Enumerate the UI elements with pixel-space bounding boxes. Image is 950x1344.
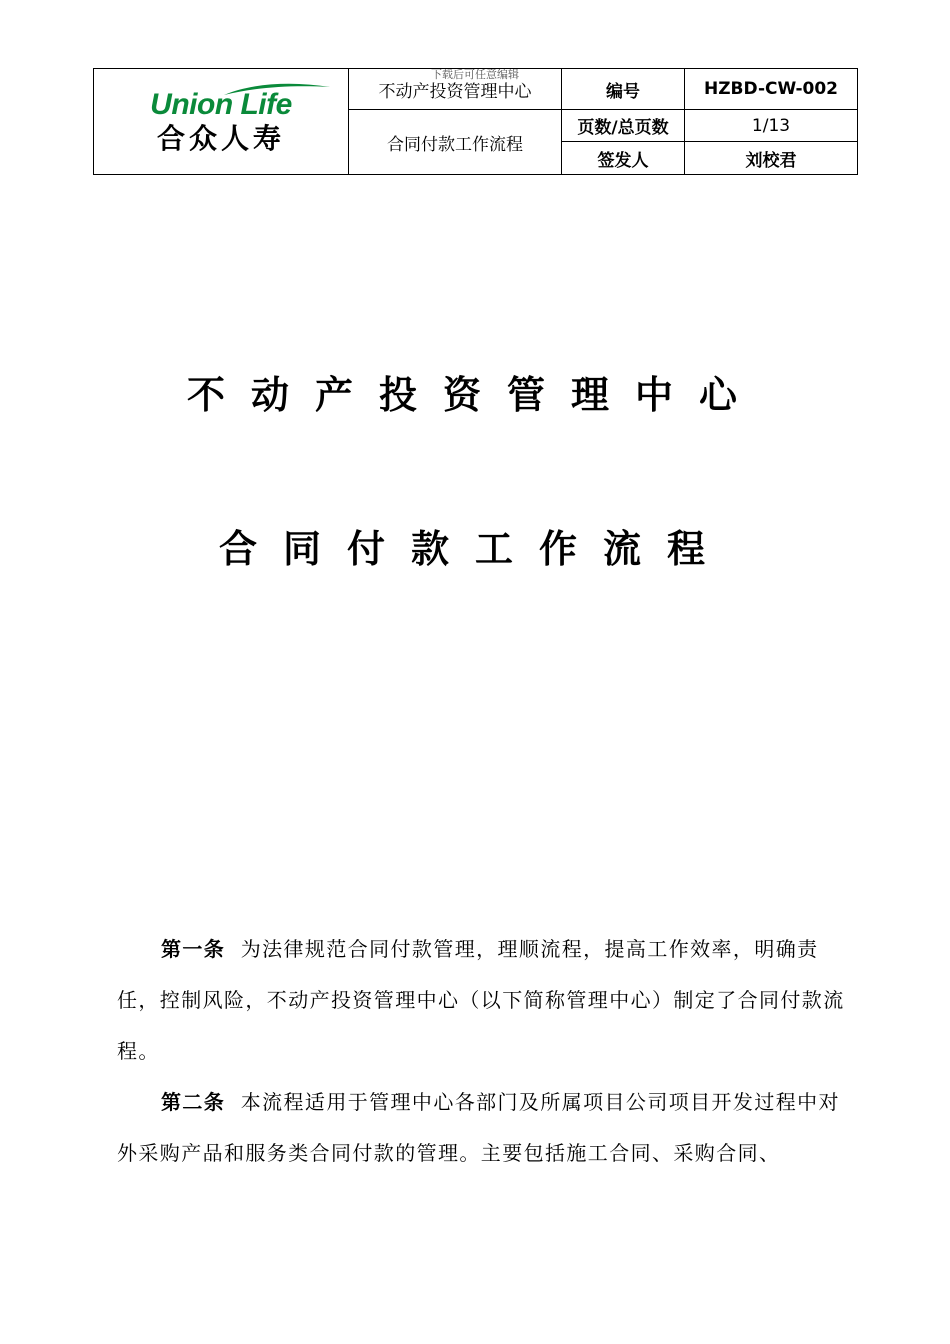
pages-value: 1/13 xyxy=(685,110,858,142)
article-2 xyxy=(117,1077,847,1179)
pages-label: 页数/总页数 xyxy=(562,110,685,142)
article-1 xyxy=(117,924,847,1077)
document-body xyxy=(117,924,847,1179)
doc-title-cell: 合同付款工作流程 xyxy=(349,110,562,175)
main-title-line-2: 合同付款工作流程 xyxy=(218,527,731,571)
code-value: HZBD-CW-002 xyxy=(685,69,858,110)
article-1-text: 为法律规范合同付款管理，理顺流程，提高工作效率，明确责任，控制风险，不动产投资管理中心（以下简称管理中心）制定了合同付款流程。 xyxy=(117,937,845,1063)
logo-swoosh-icon xyxy=(222,81,332,97)
article-2-label: 第二条 xyxy=(161,1090,226,1114)
logo-english-text: Union Life xyxy=(150,87,292,121)
watermark-text: 下载后可任意编辑 xyxy=(431,68,519,81)
issuer-value: 刘校君 xyxy=(685,142,858,175)
company-logo xyxy=(94,69,349,175)
department-cell: 不动产投资管理中心 xyxy=(349,69,562,110)
document-header-table xyxy=(93,68,858,175)
article-1-label: 第一条 xyxy=(161,937,226,961)
main-title-line-1: 不动产投资管理中心 xyxy=(186,373,763,417)
article-2-text: 本流程适用于管理中心各部门及所属项目公司项目开发过程中对外采购产品和服务类合同付款的管理。主要包括施工合同、采购合同、 xyxy=(117,1090,840,1165)
issuer-label: 签发人 xyxy=(562,142,685,175)
code-label: 编号 xyxy=(562,69,685,110)
logo-chinese-text: 合众人寿 xyxy=(156,121,285,155)
